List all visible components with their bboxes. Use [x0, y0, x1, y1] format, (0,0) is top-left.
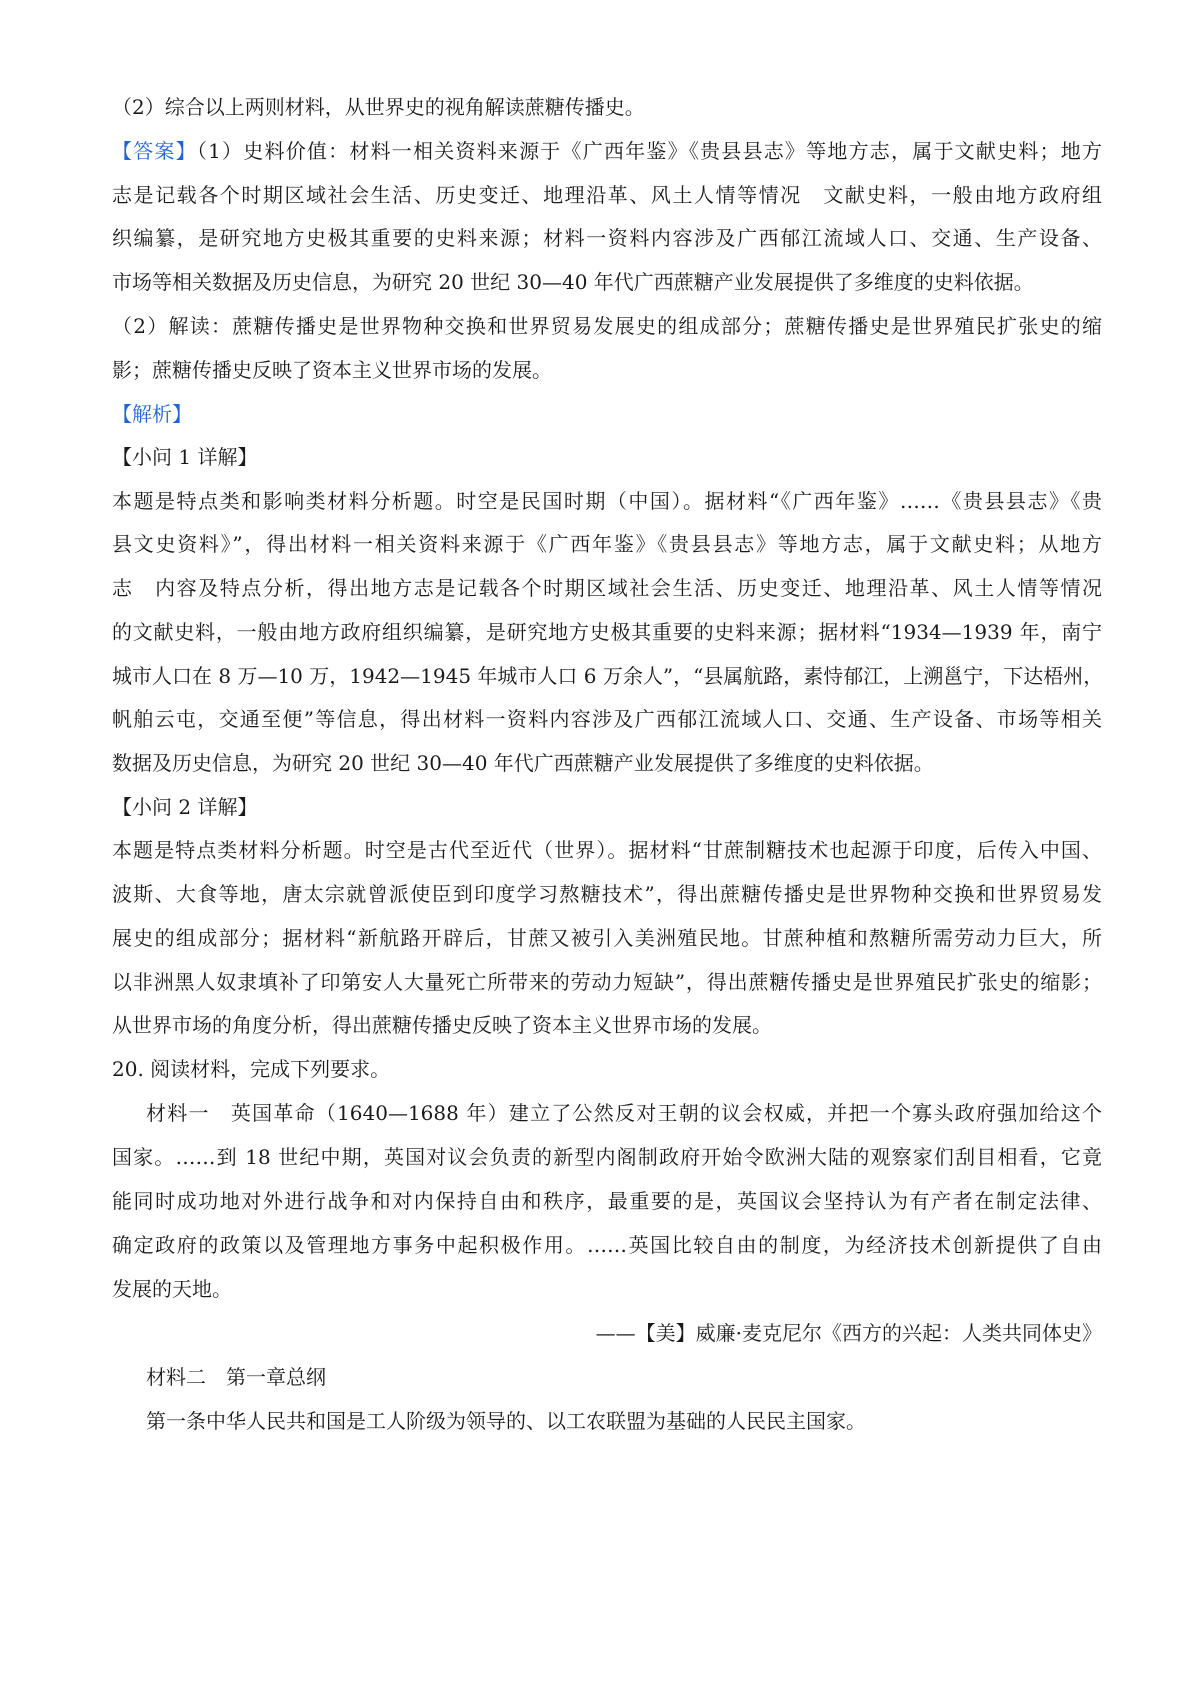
detail-2-line-5: 从世界市场的角度分析，得出蔗糖传播史反映了资本主义世界市场的发展。 [112, 1013, 772, 1037]
detail-2-line-1: 本题是特点类材料分析题。时空是古代至近代（世界）。据材料“甘蔗制糖技术也起源于印度，后传入中国、 [112, 838, 1102, 862]
answer-1-line-4: 市场等相关数据及历史信息，为研究 20 世纪 30—40 年代广西蔗糖产业发展提供了多维度的史料依据。 [112, 270, 1034, 294]
answer-1-line-2: 志是记载各个时期区域社会生活、历史变迁、地理沿革、风土人情等情况 文献史料，一般由地方政府组 [112, 183, 1102, 207]
detail-1-line-1: 本题是特点类和影响类材料分析题。时空是民国时期（中国）。据材料“《广西年鉴》……《贵县县志》《贵 [112, 489, 1102, 513]
material-1-citation: ——【美】威廉·麦克尼尔《西方的兴起：人类共同体史》 [595, 1321, 1102, 1345]
question-20-prompt: 20. 阅读材料，完成下列要求。 [112, 1057, 391, 1081]
detail-1-line-3: 志 内容及特点分析，得出地方志是记载各个时期区域社会生活、历史变迁、地理沿革、风土人情等情况 [112, 576, 1102, 600]
detail-1-line-4: 的文献史料，一般由地方政府组织编纂，是研究地方史极其重要的史料来源；据材料“1934—1939 年，南宁 [112, 620, 1102, 644]
answer-1-text-1: （1）史料价值：材料一相关资料来源于《广西年鉴》《贵县县志》等地方志，属于文献史料；地方 [196, 139, 1102, 163]
answer-2-line-2: 影；蔗糖传播史反映了资本主义世界市场的发展。 [112, 358, 552, 382]
answer-2-line-1: （2）解读：蔗糖传播史是世界物种交换和世界贸易发展史的组成部分；蔗糖传播史是世界殖民扩张史的缩 [112, 314, 1102, 338]
material-1-line-2: 国家。……到 18 世纪中期，英国对议会负责的新型内阁制政府开始令欧洲大陆的观察家们刮目相看，它竟 [112, 1145, 1102, 1169]
detail-1-line-2: 县文史资料》”，得出材料一相关资料来源于《广西年鉴》《贵县县志》等地方志，属于文献史料；从地方 [112, 532, 1102, 556]
answer-tag: 【答案】 [112, 139, 197, 163]
answer-1-line-3: 织编纂，是研究地方史极其重要的史料来源；材料一资料内容涉及广西郁江流域人口、交通、生产设备、 [112, 226, 1102, 250]
material-2-title: 材料二 第一章总纲 [146, 1365, 326, 1389]
answer-1-line-1 [112, 137, 1102, 165]
material-1-line-5: 发展的天地。 [112, 1277, 232, 1301]
detail-1-line-7: 数据及历史信息，为研究 20 世纪 30—40 年代广西蔗糖产业发展提供了多维度的史料依据。 [112, 751, 934, 775]
detail-2-line-4: 以非洲黑人奴隶填补了印第安人大量死亡所带来的劳动力短缺”，得出蔗糖传播史是世界殖民扩张史的缩影； [112, 970, 1102, 994]
question-2-prompt: （2）综合以上两则材料，从世界史的视角解读蔗糖传播史。 [112, 95, 645, 119]
sub-question-1-heading: 【小问 1 详解】 [112, 445, 258, 469]
material-1-line-1: 材料一 英国革命（1640—1688 年）建立了公然反对王朝的议会权威，并把一个寡头政府强加给这个 [146, 1101, 1102, 1125]
analysis-tag: 【解析】 [112, 402, 192, 426]
detail-1-line-6: 帆舶云屯，交通至便”等信息，得出材料一资料内容涉及广西郁江流域人口、交通、生产设备、市场等相关 [112, 707, 1102, 731]
material-1-line-4: 确定政府的政策以及管理地方事务中起积极作用。……英国比较自由的制度，为经济技术创新提供了自由 [112, 1233, 1102, 1257]
material-2-line-1: 第一条中华人民共和国是工人阶级为领导的、以工农联盟为基础的人民民主国家。 [146, 1409, 866, 1433]
detail-1-line-5: 城市人口在 8 万—10 万，1942—1945 年城市人口 6 万余人”，“县属航路，素恃郁江，上溯邕宁，下达梧州， [112, 664, 1104, 688]
sub-question-2-heading: 【小问 2 详解】 [112, 795, 258, 819]
detail-2-line-3: 展史的组成部分；据材料“新航路开辟后，甘蔗又被引入美洲殖民地。甘蔗种植和熬糖所需劳动力巨大，所 [112, 926, 1102, 950]
material-1-line-3: 能同时成功地对外进行战争和对内保持自由和秩序，最重要的是，英国议会坚持认为有产者在制定法律、 [112, 1189, 1102, 1213]
detail-2-line-2: 波斯、大食等地，唐太宗就曾派使臣到印度学习熬糖技术”，得出蔗糖传播史是世界物种交换和世界贸易发 [112, 882, 1102, 906]
